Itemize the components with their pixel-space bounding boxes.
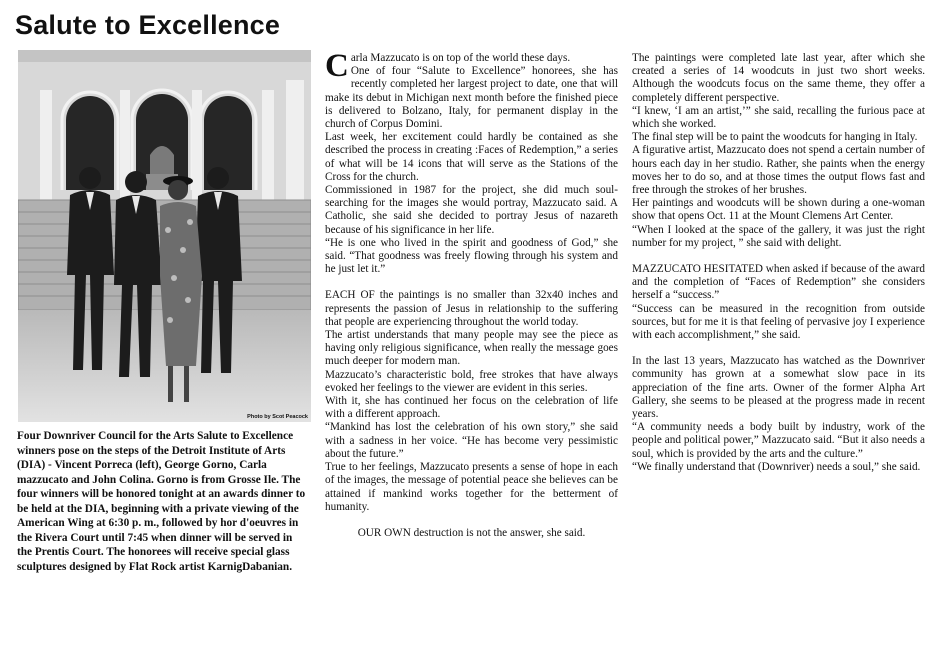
paragraph-gap [632, 342, 925, 355]
article-paragraph: OUR OWN destruction is not the answer, she said. [357, 526, 586, 539]
headline: Salute to Excellence [15, 10, 281, 40]
article-paragraph: “When I looked at the space of the gallery, it was just the right number for my project, ” she said with delight. [632, 223, 925, 249]
article-paragraph: Commissioned in 1987 for the project, she did much soul-searching for the images she would portray, Mazzucato said. A Catholic, she said she decided to portray Jesus of nazareth because of his significance in her life. [325, 184, 618, 236]
news-photo [18, 50, 311, 422]
article-paragraph: Mazzucato’s characteristic bold, free strokes that have always evoked her feelings to the viewer are evident in this series. [325, 368, 618, 394]
article-paragraph: One of four “Salute to Excellence” honorees, she has recently completed her largest project to date, one that will make its debut in Michigan next month before the finished piece is delivered to Bolzano, Italy, for permanent display in the church of Corpus Domini. [325, 65, 618, 131]
article-paragraph: “Success can be measured in the recognition from outside sources, but for me it is that feeling of pervasive joy I experience with each accomplishment,” she said. [632, 302, 925, 342]
article-paragraph: The artist understands that many people may see the piece as having only religious significance, when really the message goes much deeper for modern man. [325, 329, 618, 368]
article-paragraph: EACH OF the paintings is no smaller than 32x40 inches and represents the passion of Jesus in relationship to the suffering that people are experiencing throughout the world today. [325, 289, 618, 328]
article-paragraph: A figurative artist, Mazzucato does not spend a certain number of hours each day in her studio. Rather, she paints when the energy moves her to do so, and at those times the output flows fast and free through the strokes of her brushes. [632, 144, 925, 197]
article-paragraph: The paintings were completed late last year, after which she created a series of 14 woodcuts in just two short weeks. Although the woodcuts focus on the same theme, they offer a completely different perspective. [632, 52, 925, 104]
article-column-2 [632, 52, 925, 474]
photo-credit: Photo by Scot Peacock [247, 414, 308, 420]
article-paragraph: True to her feelings, Mazzucato presents a sense of hope in each of the images, the message of potential peace she believes can be attained if mankind works together for the betterment of humanity. [325, 461, 618, 513]
article-paragraph: Carla Mazzucato is on top of the world these days. [325, 48, 571, 84]
article-paragraph: MAZZUCATO HESITATED when asked if because of the award and the completion of “Faces of Redemption” she considers herself a “success.” [632, 263, 925, 302]
article-paragraph: Her paintings and woodcuts will be shown during a one-woman show that opens Oct. 11 at the Mount Clemens Art Center. [632, 197, 925, 223]
paragraph-gap [325, 514, 618, 527]
article-paragraph: Last week, her excitement could hardly be contained as she described the process in creating :Faces of Redemption,” a series of what will be 14 icons that will serve as the Stations of the Cross for the church. [325, 131, 618, 183]
dropcap: C [325, 48, 349, 84]
article-paragraph: “I knew, ‘I am an artist,’” she said, recalling the furious pace at which she worked. [632, 104, 925, 131]
article-paragraph: “We finally understand that (Downriver) needs a soul,” she said. [632, 460, 921, 473]
article-paragraph: “He is one who lived in the spirit and goodness of God,” she said. “That goodness was freely flowing through his system and he just let it.” [325, 236, 618, 276]
article-column-1 [325, 48, 618, 540]
paragraph-gap [325, 276, 618, 289]
article-paragraph: The final step will be to paint the woodcuts for hanging in Italy. [632, 131, 918, 144]
article-paragraph: “Mankind has lost the celebration of his own story,” she said with a sadness in her voice. “He has become very pessimistic about the future.” [325, 421, 618, 460]
group-photo-image [18, 50, 311, 422]
paragraph-gap [632, 250, 925, 263]
article-paragraph: In the last 13 years, Mazzucato has watched as the Downriver community has grown at a somewhat slow pace in its appreciation of the fine arts. Owner of the former Alpha Art Gallery, she seems to be pleased at the progress made in recent years. [632, 355, 925, 421]
photo-caption: Four Downriver Council for the Arts Salute to Excellence winners pose on the steps of the Detroit Institute of Arts (DIA) - Vincent Porreca (left), George Gorno, Carla mazzucato and John Colina. Gorno is from Grosse Ile. The four winners will be honored tonight at an awards dinner to be held at the DIA, beginning with a private viewing of the American Wing at 6:30 p. m., followed by hor d'oeuvres in the Rivera Court until 7:45 when dinner will be served in the Prentis Court. The honorees will receive special glass sculptures designed by Flat Rock artist KarnigDabanian. [17, 430, 306, 573]
article-paragraph: “A community needs a body built by industry, work of the people and political power,” Mazzucato said. “But it also needs a soul, which is provided by the arts and the culture.” [632, 421, 925, 460]
article-paragraph: With it, she has continued her focus on the celebration of life with a different approach. [325, 395, 618, 421]
